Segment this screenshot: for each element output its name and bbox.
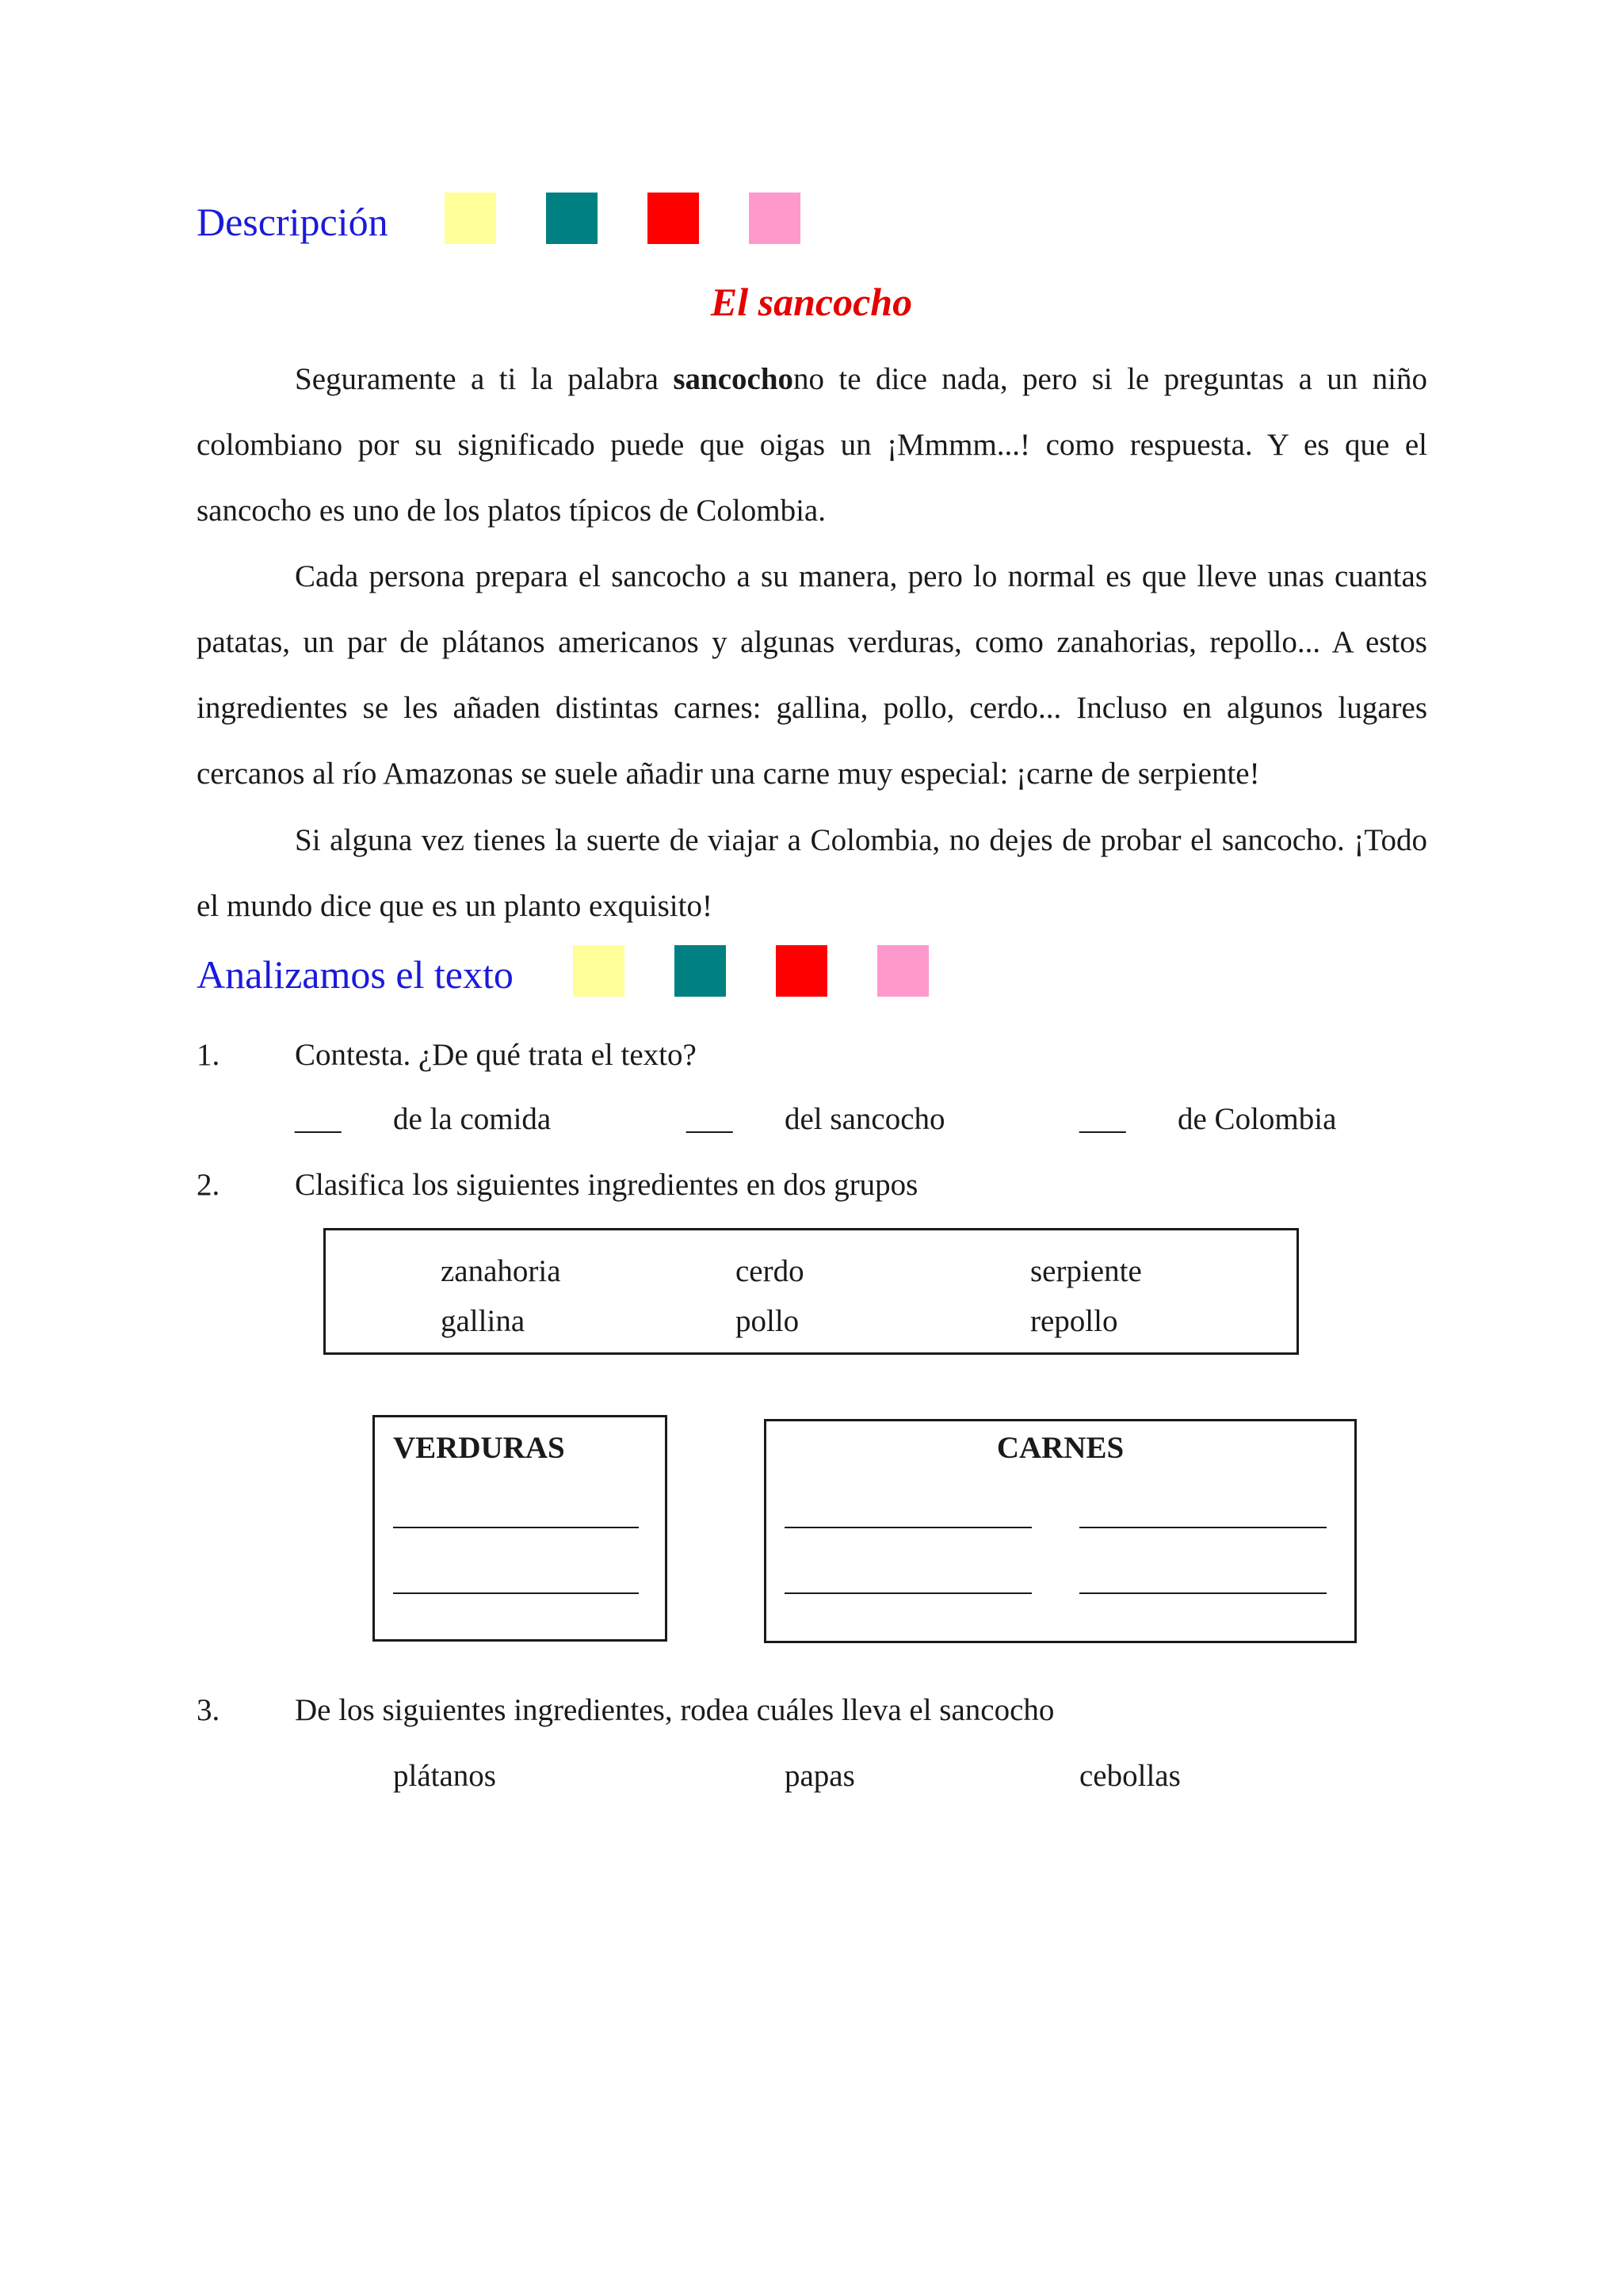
paragraph-1-lead: Seguramente a ti la palabra — [295, 362, 674, 396]
question-3-number: 3. — [197, 1693, 220, 1727]
ingredient-word: cerdo — [735, 1254, 804, 1288]
carnes-answer-line[interactable] — [785, 1592, 1032, 1594]
answer-blank[interactable]: ___ — [295, 1102, 342, 1136]
option-de-la-comida: de la comida — [393, 1102, 552, 1136]
paragraph-1 — [197, 346, 1427, 543]
article-title: El sancocho — [710, 280, 913, 324]
answer-blank[interactable]: ___ — [1079, 1102, 1126, 1136]
carnes-title: CARNES — [996, 1431, 1125, 1465]
swatch-red — [647, 193, 699, 244]
description-heading: Descripción — [197, 200, 388, 244]
answer-blank[interactable]: ___ — [686, 1102, 733, 1136]
verduras-answer-line[interactable] — [393, 1592, 639, 1594]
question-2-number: 2. — [197, 1168, 220, 1202]
ingredient-word: repollo — [1030, 1304, 1118, 1338]
swatch-pink — [749, 193, 800, 244]
swatch-red — [776, 945, 827, 997]
question-2-text: Clasifica los siguientes ingredientes en dos grupos — [295, 1168, 918, 1202]
ingredient-word: pollo — [735, 1304, 800, 1338]
swatch-yellow — [445, 193, 496, 244]
paragraph-3: Si alguna vez tienes la suerte de viajar a Colombia, no dejes de probar el sancocho. ¡Todo el mundo dice que es un planto exquisito! — [197, 823, 1427, 923]
paragraph-2: Cada persona prepara el sancocho a su manera, pero lo normal es que lleve unas cuantas patatas, un par de plátanos americanos y algunas verduras, como zanahorias, repollo... A estos ingredientes se les añaden distintas carnes: gallina, pollo, cerdo... Incluso en algunos lugares cercanos al río Amazonas se suele añadir una carne muy especial: ¡carne de serpiente! — [197, 559, 1427, 791]
paragraph-1-rest: no te dice nada, pero si le preguntas a un niño colombiano por su significado puede que oigas un ¡Mmmm...! como respuesta. Y es que el sancocho es uno de los platos típicos de Colombia. — [197, 362, 1427, 528]
question-1-text: Contesta. ¿De qué trata el texto? — [295, 1038, 697, 1072]
verduras-answer-line[interactable] — [393, 1527, 639, 1528]
verduras-title: VERDURAS — [393, 1431, 565, 1465]
carnes-answer-line[interactable] — [1079, 1527, 1327, 1528]
carnes-answer-line[interactable] — [785, 1527, 1032, 1528]
carnes-answer-line[interactable] — [1079, 1592, 1327, 1594]
swatch-teal — [546, 193, 598, 244]
question-3-text: De los siguientes ingredientes, rodea cuáles lleva el sancocho — [295, 1693, 1055, 1727]
ingredient-word: zanahoria — [441, 1254, 561, 1288]
swatch-pink — [877, 945, 929, 997]
analysis-heading: Analizamos el texto — [197, 952, 514, 997]
swatch-yellow — [573, 945, 624, 997]
option-del-sancocho: del sancocho — [785, 1102, 945, 1136]
option-de-colombia: de Colombia — [1178, 1102, 1337, 1136]
option-papas[interactable]: papas — [785, 1759, 855, 1793]
ingredient-word: serpiente — [1030, 1254, 1142, 1288]
option-cebollas[interactable]: cebollas — [1079, 1759, 1181, 1793]
sancocho-bold-word: sancocho — [673, 362, 794, 396]
ingredient-word: gallina — [441, 1304, 525, 1338]
question-1-number: 1. — [197, 1038, 220, 1072]
option-platanos[interactable]: plátanos — [393, 1759, 496, 1793]
swatch-teal — [674, 945, 726, 997]
